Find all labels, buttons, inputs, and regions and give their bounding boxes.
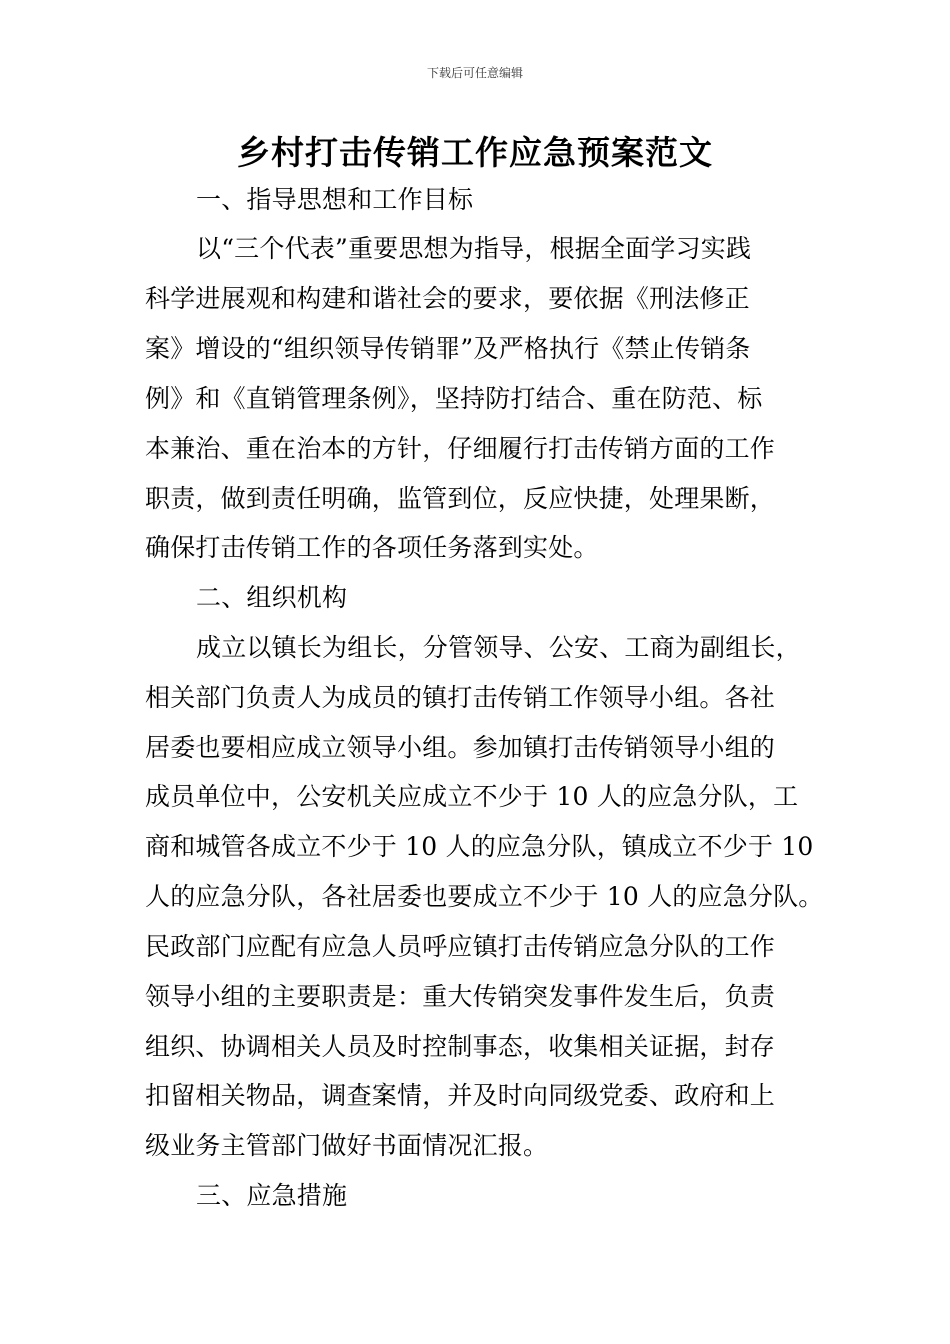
header-note: 下载后可任意编辑 (426, 66, 523, 80)
document-title: 乡村打击传销工作应急预案范文 (237, 133, 713, 172)
paragraph-line: 商和城管各成立不少于 10 人的应急分队，镇成立不少于 10 (145, 832, 814, 861)
paragraph-line: 科学进展观和构建和谐社会的要求，要依据《刑法修正 (145, 284, 750, 313)
paragraph-line: 职责，做到责任明确，监管到位，反应快捷，处理果断， (145, 484, 776, 513)
paragraph-line: 确保打击传销工作的各项任务落到实处。 (145, 533, 599, 562)
paragraph-line: 例》和《直销管理条例》，坚持防打结合、重在防范、标 (145, 384, 763, 413)
section-heading-3: 三、应急措施 (196, 1181, 348, 1210)
paragraph-line: 成立以镇长为组长，分管领导、公安、工商为副组长， (196, 633, 801, 662)
paragraph-line: 案》增设的“组织领导传销罪”及严格执行《禁止传销条 (145, 334, 751, 363)
paragraph-line: 组织、协调相关人员及时控制事态，收集相关证据，封存 (145, 1032, 776, 1061)
section-heading-2: 二、组织机构 (196, 583, 348, 612)
paragraph-line: 本兼治、重在治本的方针，仔细履行打击传销方面的工作 (145, 434, 776, 463)
paragraph-line: 民政部门应配有应急人员呼应镇打击传销应急分队的工作 (145, 932, 776, 961)
paragraph-line: 成员单位中，公安机关应成立不少于 10 人的应急分队，工 (145, 782, 799, 811)
paragraph-line: 以“三个代表”重要思想为指导，根据全面学习实践 (196, 234, 752, 263)
paragraph-line: 相关部门负责人为成员的镇打击传销工作领导小组。各社 (145, 683, 776, 712)
paragraph-line: 人的应急分队，各社居委也要成立不少于 10 人的应急分队。 (145, 882, 824, 911)
paragraph-line: 扣留相关物品，调查案情，并及时向同级党委、政府和上 (145, 1081, 776, 1110)
paragraph-line: 级业务主管部门做好书面情况汇报。 (145, 1131, 549, 1160)
paragraph-line: 领导小组的主要职责是：重大传销突发事件发生后，负责 (145, 982, 776, 1011)
section-heading-1: 一、指导思想和工作目标 (196, 185, 474, 214)
paragraph-line: 居委也要相应成立领导小组。参加镇打击传销领导小组的 (145, 733, 776, 762)
